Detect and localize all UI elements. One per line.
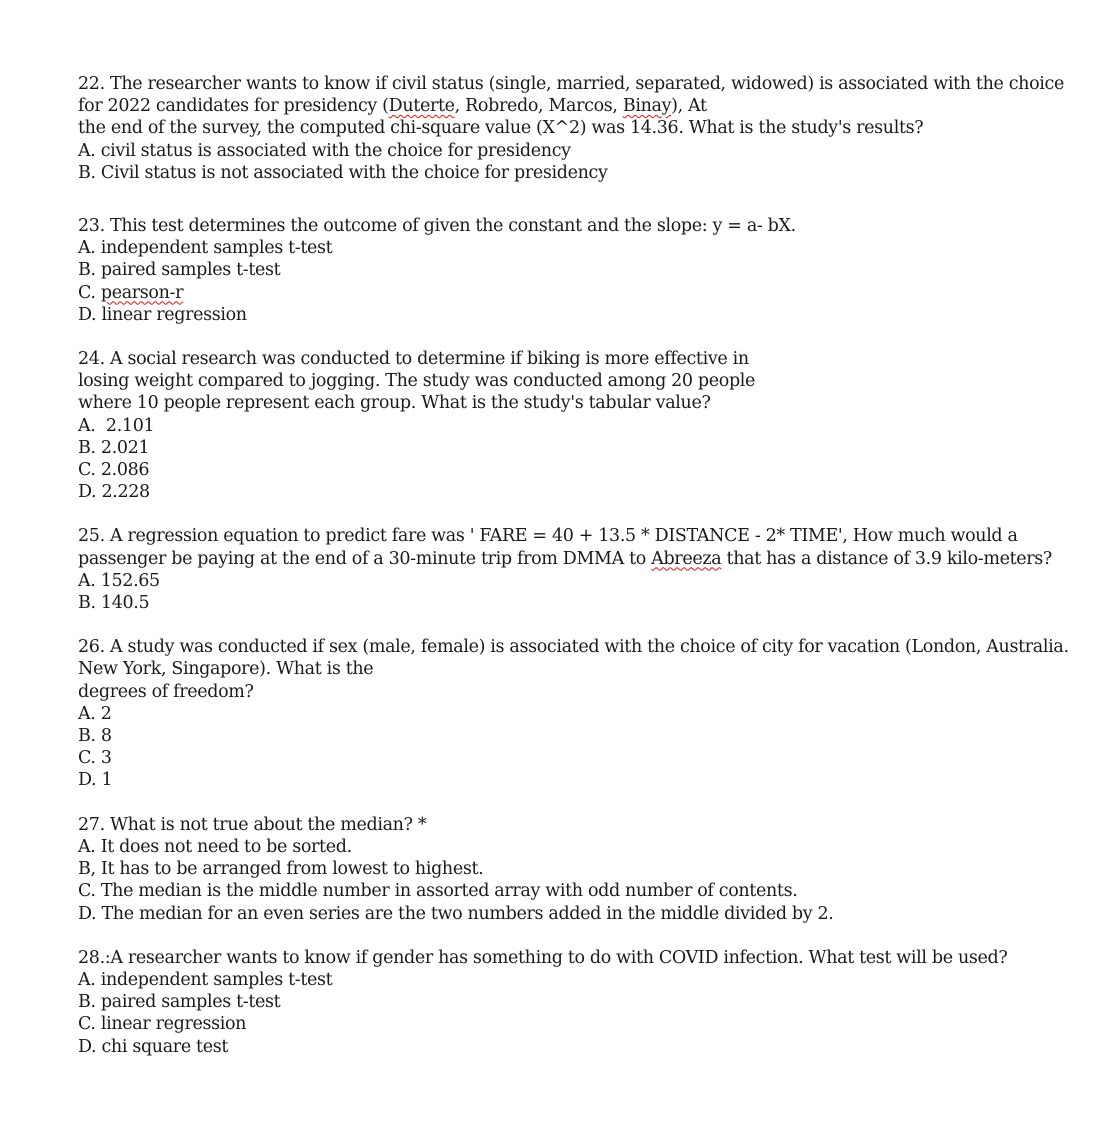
spellcheck-flagged-word: Abreeza: [651, 548, 722, 569]
question-24: [78, 348, 1088, 503]
document-page: [78, 73, 1088, 1058]
answer-option: C. 3: [78, 748, 112, 769]
answer-option: A. independent samples t-test: [78, 969, 333, 990]
question-stem-line: degrees of freedom?: [78, 681, 254, 702]
question-26: [78, 636, 1088, 791]
question-stem-line: New York, Singapore). What is the: [78, 659, 374, 680]
answer-option: A. 2.101: [78, 415, 155, 436]
question-stem-line: 23. This test determines the outcome of given the constant and the slope: y = a- bX.: [78, 216, 796, 237]
question-23: [78, 215, 1088, 326]
answer-option: A. independent samples t-test: [78, 238, 333, 259]
stem-text: that has a distance of 3.9 kilo-meters?: [721, 548, 1052, 569]
answer-option: B. 140.5: [78, 593, 150, 614]
question-22: [78, 73, 1088, 184]
answer-option: C. 2.086: [78, 460, 150, 481]
question-25: [78, 525, 1088, 614]
answer-option: D. 1: [78, 770, 113, 791]
question-stem-line: [78, 95, 1088, 117]
answer-option: B, It has to be arranged from lowest to highest.: [78, 859, 484, 880]
answer-option: [78, 282, 1088, 304]
answer-option: B. Civil status is not associated with the choice for presidency: [78, 162, 608, 183]
question-stem-line: 27. What is not true about the median? *: [78, 814, 427, 835]
answer-option: D. chi square test: [78, 1036, 229, 1057]
spellcheck-flagged-word: Duterte: [388, 96, 455, 117]
answer-option: A. It does not need to be sorted.: [78, 836, 352, 857]
question-stem-line: 25. A regression equation to predict fare was ' FARE = 40 + 13.5 * DISTANCE - 2* TIME', How much would a: [78, 526, 1018, 547]
question-stem-line: 26. A study was conducted if sex (male, female) is associated with the choice of city for vacation (London, Australia.: [78, 637, 1069, 658]
question-28: [78, 947, 1088, 1058]
question-stem-line: 22. The researcher wants to know if civil status (single, married, separated, widowed) is associated with the choice: [78, 74, 1064, 94]
question-stem-line: 28.:A researcher wants to know if gender has something to do with COVID infection. What test will be used?: [78, 947, 1008, 968]
stem-text: for 2022 candidates for presidency (: [78, 96, 389, 117]
answer-option: B. paired samples t-test: [78, 260, 281, 281]
question-stem-line: [78, 548, 1088, 570]
question-stem-line: 24. A social research was conducted to determine if biking is more effective in: [78, 349, 749, 370]
option-letter: C.: [78, 282, 101, 303]
stem-text: ), At: [671, 96, 707, 117]
spellcheck-flagged-word: pearson-r: [100, 282, 184, 303]
answer-option: B. paired samples t-test: [78, 992, 281, 1013]
spellcheck-flagged-word: Binay: [622, 96, 672, 117]
answer-option: B. 8: [78, 726, 112, 747]
stem-text: passenger be paying at the end of a 30-minute trip from DMMA to: [78, 548, 652, 569]
answer-option: D. 2.228: [78, 482, 150, 503]
stem-text: , Robredo, Marcos,: [454, 96, 623, 117]
answer-option: A. 152.65: [78, 570, 160, 591]
answer-option: D. linear regression: [78, 304, 247, 325]
question-stem-line: the end of the survey, the computed chi-square value (X^2) was 14.36. What is the study's results?: [78, 118, 924, 139]
answer-option: A. 2: [78, 703, 112, 724]
question-27: [78, 814, 1088, 925]
question-stem-line: where 10 people represent each group. What is the study's tabular value?: [78, 393, 711, 414]
answer-option: A. civil status is associated with the choice for presidency: [78, 140, 571, 161]
question-stem-line: losing weight compared to jogging. The study was conducted among 20 people: [78, 371, 756, 392]
answer-option: D. The median for an even series are the two numbers added in the middle divided by 2.: [78, 903, 834, 924]
answer-option: C. linear regression: [78, 1014, 247, 1035]
answer-option: B. 2.021: [78, 437, 150, 458]
answer-option: C. The median is the middle number in assorted array with odd number of contents.: [78, 881, 798, 902]
